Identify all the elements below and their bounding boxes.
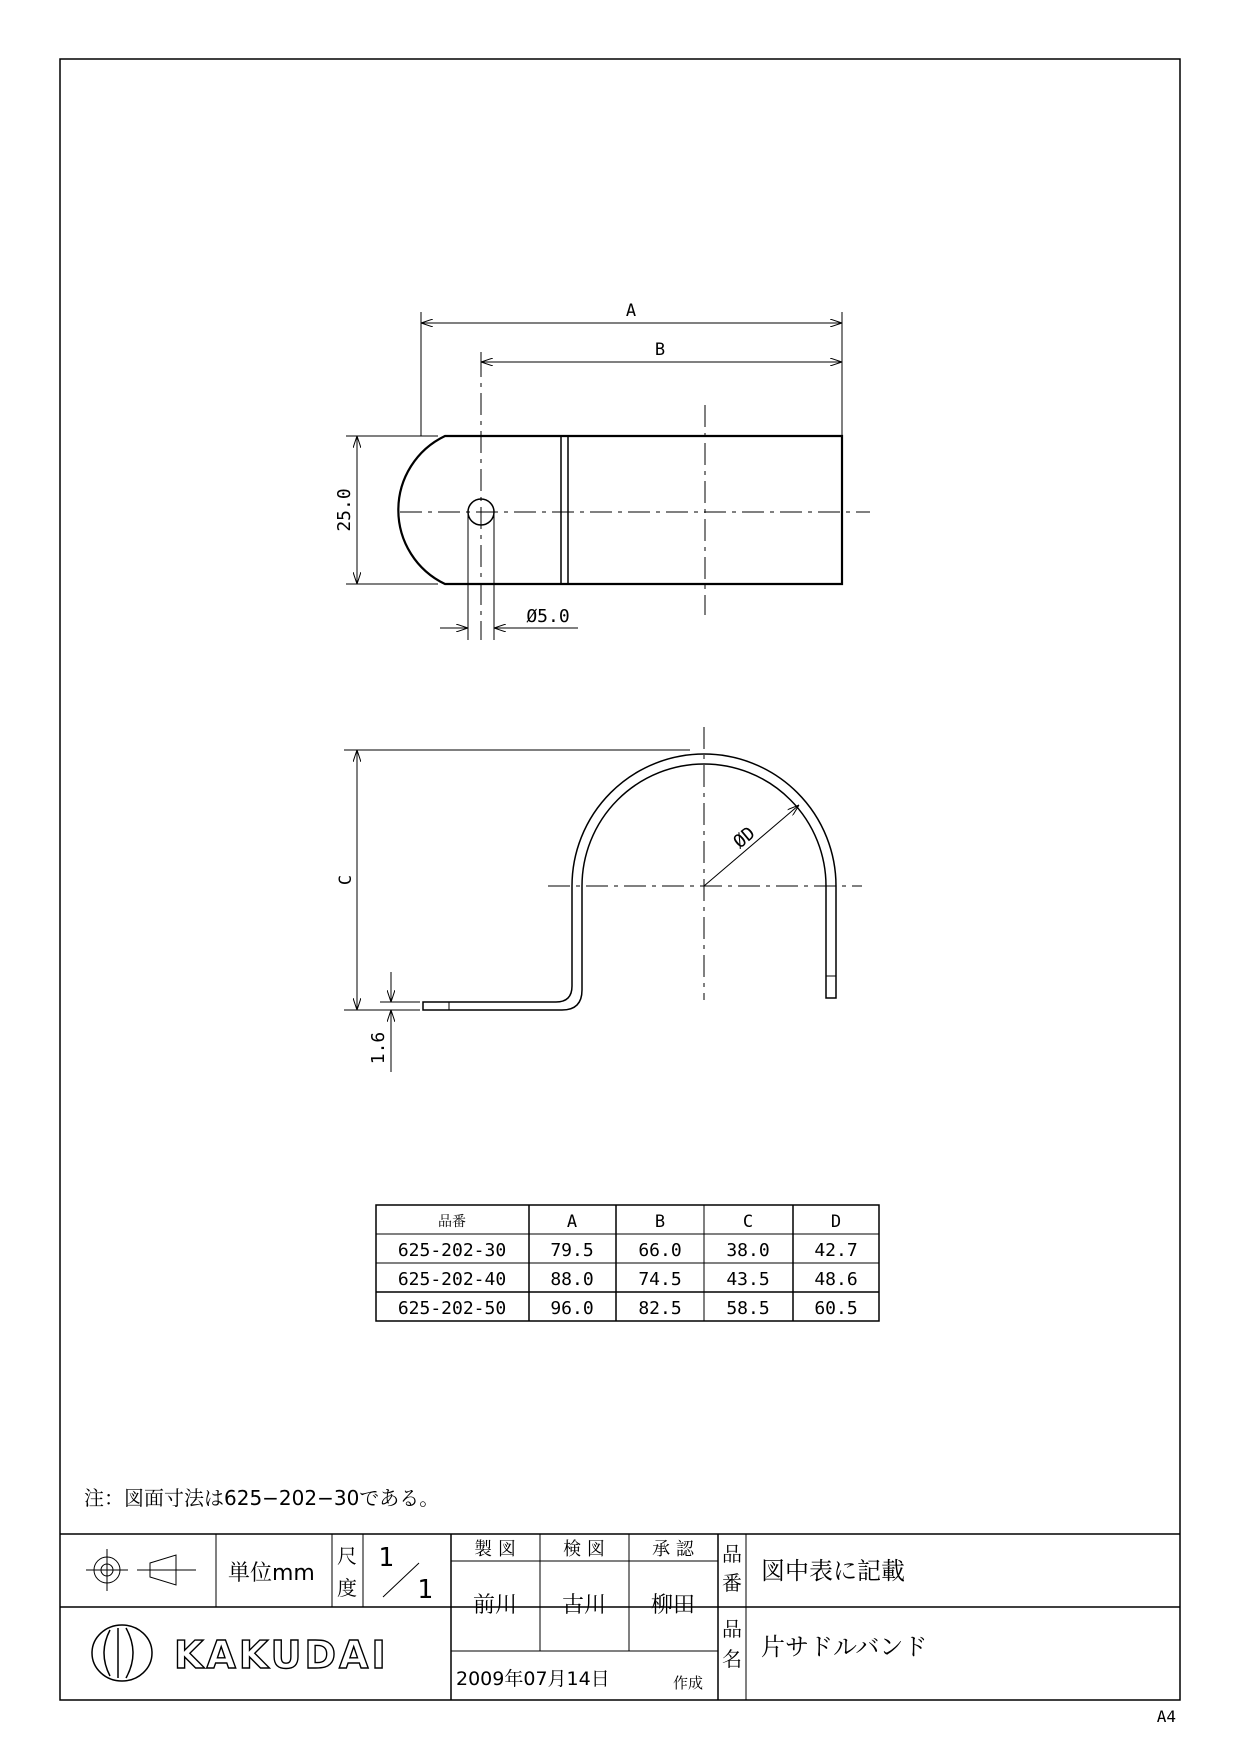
product-name: 片サドルバンド: [761, 1633, 928, 1661]
paper-size-label: A4: [1156, 1707, 1176, 1726]
scale-label-2: 度: [337, 1576, 357, 1600]
dim-d-label: ØD: [729, 822, 760, 853]
title-block: [60, 1534, 1180, 1700]
approved-by: 柳田: [650, 1593, 696, 1618]
dim-b-label: B: [654, 340, 666, 360]
drawing-note: 注：図面寸法は625−202−30である。: [84, 1486, 440, 1510]
table-header-partno: 品番: [438, 1214, 466, 1230]
table-cell-d: 48.6: [814, 1269, 858, 1290]
approved-label: 承 認: [652, 1539, 694, 1560]
band-profile: [423, 754, 836, 1010]
dim-hole-label: Ø5.0: [526, 606, 570, 627]
table-header-b: B: [654, 1212, 666, 1232]
created-label: 作成: [672, 1674, 704, 1692]
name-label-1: 品: [722, 1617, 742, 1641]
table-cell-c: 43.5: [726, 1269, 770, 1290]
table-cell-a: 96.0: [550, 1298, 594, 1319]
name-label-2: 名: [722, 1647, 742, 1671]
table-cell-a: 88.0: [550, 1269, 594, 1290]
projection-symbol-icon: [86, 1549, 196, 1591]
logo-mark-icon: [92, 1625, 152, 1681]
side-view: [336, 727, 862, 1072]
scale-label-1: 尺: [337, 1544, 357, 1568]
band-outline: [398, 436, 842, 584]
drawn-label: 製 図: [474, 1539, 516, 1560]
company-name: KAKUDAI: [174, 1633, 389, 1677]
table-cell-partno: 625-202-50: [397, 1298, 507, 1319]
table-cell-b: 74.5: [638, 1269, 682, 1290]
table-cell-d: 60.5: [814, 1298, 858, 1319]
sheet-border: [60, 59, 1180, 1700]
kakudai-logo: [92, 1625, 389, 1681]
table-cell-b: 66.0: [638, 1240, 682, 1261]
drawn-by: 前川: [472, 1593, 518, 1618]
table-cell-partno: 625-202-30: [397, 1240, 507, 1261]
partno-value: 図中表に記載: [761, 1557, 905, 1585]
checked-by: 古川: [561, 1593, 607, 1618]
dim-c-label: C: [336, 874, 356, 886]
spec-table: [376, 1205, 879, 1321]
table-cell-d: 42.7: [814, 1240, 858, 1261]
scale-denominator: 1: [417, 1575, 433, 1605]
table-cell-c: 38.0: [726, 1240, 770, 1261]
table-header-d: D: [830, 1212, 842, 1232]
dim-thickness-label: 1.6: [368, 1031, 389, 1065]
top-view: [334, 301, 870, 640]
table-header-c: C: [742, 1212, 754, 1232]
partno-label-1: 品: [722, 1542, 742, 1566]
table-cell-b: 82.5: [638, 1298, 682, 1319]
drawing-date: 2009年07月14日: [456, 1668, 610, 1690]
table-cell-c: 58.5: [726, 1298, 770, 1319]
partno-label-2: 番: [722, 1571, 742, 1595]
dim-a-label: A: [625, 301, 637, 321]
table-cell-partno: 625-202-40: [397, 1269, 507, 1290]
dim-width-label: 25.0: [334, 488, 355, 532]
unit-label: 単位mm: [228, 1561, 315, 1586]
checked-label: 検 図: [563, 1539, 605, 1560]
table-header-a: A: [566, 1212, 578, 1232]
scale-numerator: 1: [378, 1543, 394, 1573]
table-cell-a: 79.5: [550, 1240, 594, 1261]
